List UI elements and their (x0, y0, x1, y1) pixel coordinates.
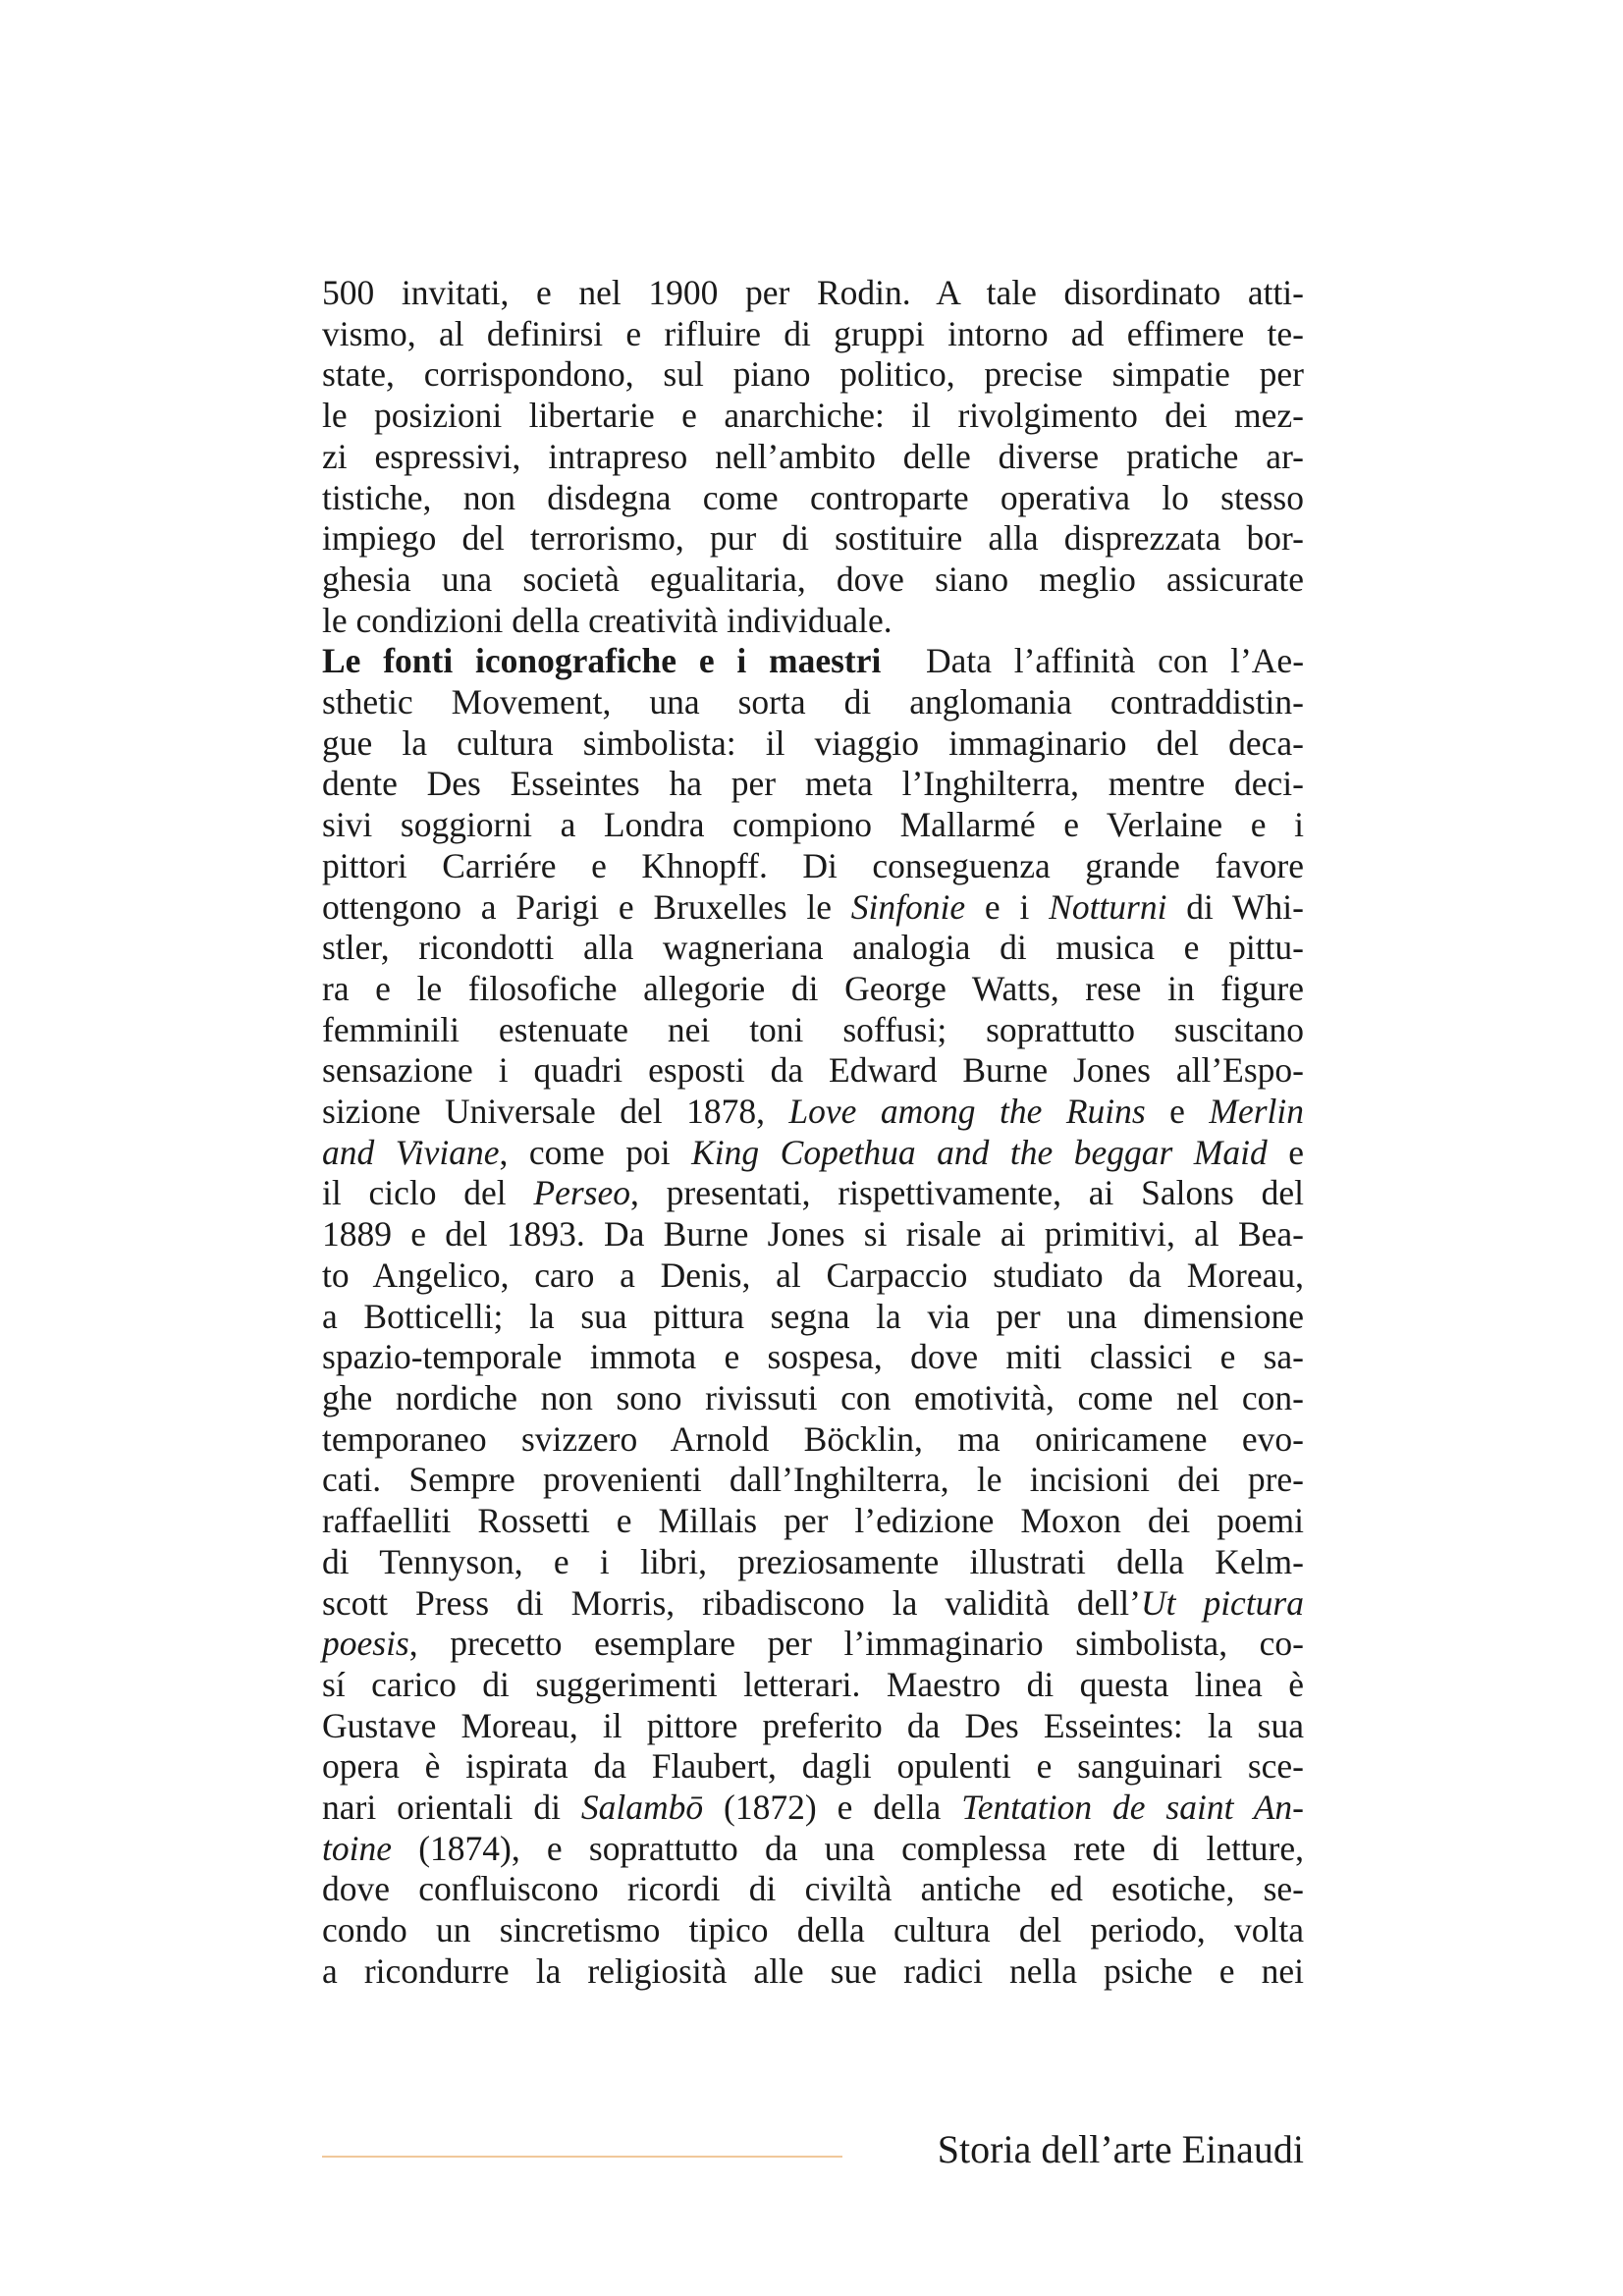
text-line: tistiche, non disdegna come controparte operativa lo stesso (322, 477, 1304, 517)
text-run: il ciclo del (322, 1173, 534, 1213)
text-line: vismo, al definirsi e rifluire di gruppi intorno ad effimere te- (322, 313, 1304, 353)
text-line (322, 1173, 1304, 1214)
text-line: zi espressivi, intrapreso nell’ambito delle diverse pratiche ar- (322, 436, 1304, 476)
footer-rule (322, 2156, 842, 2158)
text-run: nari orientali di (322, 1788, 581, 1828)
section-first-line (322, 641, 1304, 682)
text-line (322, 1624, 1304, 1665)
italic-title: Perseo (533, 1173, 630, 1213)
text-run: Data l’affinità con l’Ae- (925, 641, 1305, 681)
italic-title: and Viviane (322, 1132, 500, 1172)
text-line (322, 1092, 1304, 1133)
text-line: 500 invitati, e nel 1900 per Rodin. A tale disordinato atti- (322, 273, 1304, 312)
text-run: , come poi (499, 1132, 692, 1172)
text-line (322, 1829, 1304, 1870)
text-line: Gustave Moreau, il pittore preferito da Des Esseintes: la sua (322, 1705, 1304, 1745)
text-line: cati. Sempre provenienti dall’Inghilterra, le incisioni dei pre- (322, 1460, 1304, 1500)
italic-title: Merlin (1209, 1092, 1304, 1132)
text-line: temporaneo svizzero Arnold Böcklin, ma oniricamene evo- (322, 1418, 1304, 1459)
italic-title: King Copethua and the beggar Maid (691, 1132, 1268, 1172)
text-line: condo un sincretismo tipico della cultura del periodo, volta (322, 1910, 1304, 1950)
text-run: (1872) e della (703, 1788, 962, 1828)
text-run: e (1267, 1132, 1304, 1172)
footer-title: Storia dell’arte Einaudi (937, 2127, 1304, 2171)
text-line: state, corrispondono, sul piano politico, precise simpatie per (322, 354, 1304, 395)
text-line: sivi soggiorni a Londra compiono Mallarmé e Verlaine e i (322, 805, 1304, 845)
italic-title: Notturni (1049, 886, 1167, 927)
italic-title: Love among the Ruins (788, 1092, 1146, 1132)
text-run: di Whi- (1166, 886, 1304, 927)
italic-title: Tentation de saint An- (961, 1788, 1305, 1828)
text-run: e i (965, 886, 1050, 927)
italic-title: poesis (322, 1624, 409, 1664)
text-line (322, 1788, 1304, 1829)
text-line: sthetic Movement, una sorta di anglomania contraddistin- (322, 682, 1304, 722)
text-line (322, 1133, 1304, 1174)
text-line: le posizioni libertarie e anarchiche: il rivolgimento dei mez- (322, 396, 1304, 436)
text-line: sí carico di suggerimenti letterari. Maestro di questa linea è (322, 1664, 1304, 1704)
text-line: spazio-temporale immota e sospesa, dove miti classici e sa- (322, 1337, 1304, 1377)
text-line: impiego del terrorismo, pur di sostituire alla disprezzata bor- (322, 518, 1304, 559)
page-footer (322, 2120, 1304, 2179)
text-run: ottengono a Parigi e Bruxelles le (322, 886, 851, 927)
text-line: 1889 e del 1893. Da Burne Jones si risale ai primitivi, al Bea- (322, 1214, 1304, 1255)
text-run: (1874), e soprattutto da una complessa rete di letture, (391, 1828, 1304, 1868)
text-line (322, 1583, 1304, 1625)
text-line: a Botticelli; la sua pittura segna la via per una dimensione (322, 1296, 1304, 1336)
text-line: to Angelico, caro a Denis, al Carpaccio studiato da Moreau, (322, 1255, 1304, 1295)
text-line: pittori Carriére e Khnopff. Di conseguenza grande favore (322, 845, 1304, 885)
text-line: raffaelliti Rossetti e Millais per l’edizione Moxon dei poemi (322, 1501, 1304, 1541)
text-line: sensazione i quadri esposti da Edward Burne Jones all’Espo- (322, 1050, 1304, 1091)
text-line: dente Des Esseintes ha per meta l’Inghilterra, mentre deci- (322, 764, 1304, 804)
text-line: opera è ispirata da Flaubert, dagli opulenti e sanguinari sce- (322, 1746, 1304, 1787)
text-line: di Tennyson, e i libri, preziosamente illustrati della Kelm- (322, 1541, 1304, 1581)
italic-title: Ut pictura (1140, 1582, 1304, 1623)
text-line: ghesia una società egualitaria, dove siano meglio assicurate (322, 559, 1304, 599)
text-line: gue la cultura simbolista: il viaggio immaginario del deca- (322, 722, 1304, 763)
text-line: ghe nordiche non sono rivissuti con emotività, come nel con- (322, 1377, 1304, 1417)
text-run: sizione Universale del 1878, (322, 1092, 789, 1132)
text-line: a ricondurre la religiosità alle sue radici nella psiche e nei (322, 1950, 1304, 1991)
text-run: scott Press di Morris, ribadiscono la validità dell’ (322, 1582, 1141, 1623)
text-line: le condizioni della creatività individuale. (322, 600, 893, 640)
italic-title: toine (322, 1828, 392, 1868)
text-line: femminili estenuate nei toni soffusi; soprattutto suscitano (322, 1009, 1304, 1049)
text-line: dove confluiscono ricordi di civiltà antiche ed esotiche, se- (322, 1869, 1304, 1909)
italic-title: Sinfonie (850, 886, 966, 927)
text-line (322, 887, 1304, 929)
text-run: e (1145, 1092, 1210, 1132)
italic-title: Salambō (580, 1788, 704, 1828)
text-line: stler, ricondotti alla wagneriana analogia di musica e pittu- (322, 928, 1304, 968)
section-heading: Le fonti iconografiche e i maestri (322, 641, 882, 681)
main-text (322, 273, 1304, 1993)
text-line: ra e le filosofiche allegorie di George Watts, rese in figure (322, 968, 1304, 1008)
text-run: , precetto esemplare per l’immaginario simbolista, co- (408, 1624, 1304, 1664)
text-run: , presentati, rispettivamente, ai Salons del (630, 1173, 1304, 1213)
